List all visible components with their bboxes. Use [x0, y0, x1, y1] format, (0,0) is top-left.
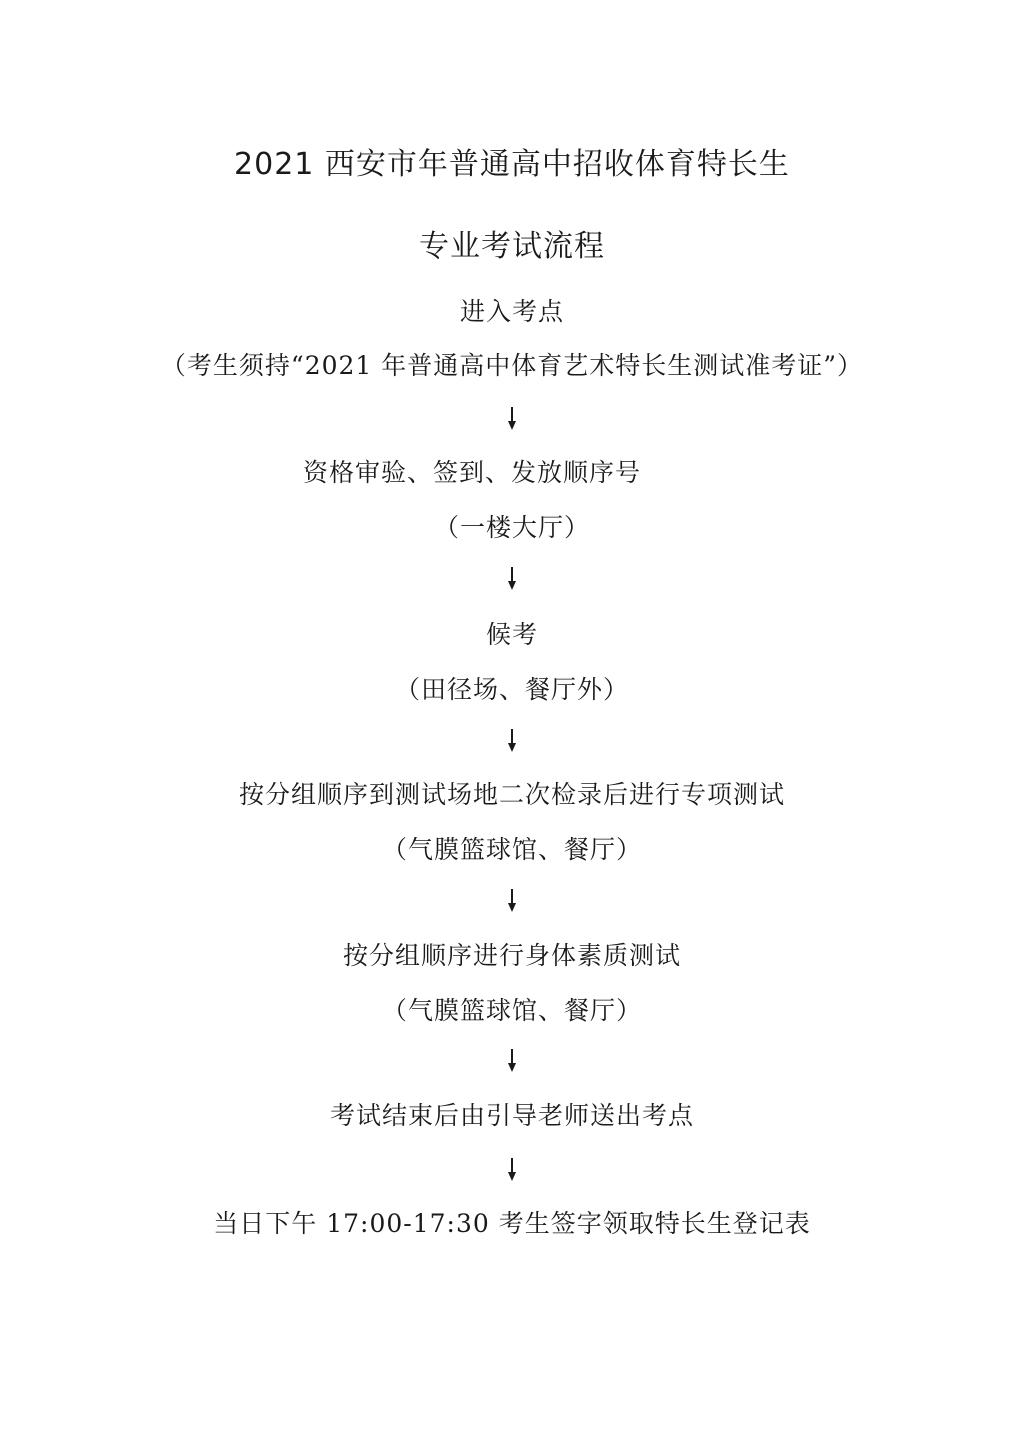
step-2-note: （一楼大厅）: [433, 513, 590, 542]
step-6-text: 考试结束后由引导老师送出考点: [329, 1101, 694, 1130]
step-4-text: 按分组顺序到测试场地二次检录后进行专项测试: [238, 780, 785, 809]
arrow-down-icon: [511, 729, 513, 753]
arrow-down-icon: [511, 889, 513, 913]
document-subtitle: 专业考试流程: [419, 229, 605, 264]
step-3-note: （田径场、餐厅外）: [394, 675, 629, 704]
step-1-text: 进入考点: [459, 297, 564, 326]
step-2-text: 资格审验、签到、发放顺序号: [302, 458, 641, 487]
arrow-down-icon: [511, 1158, 513, 1182]
step-4-note: （气膜篮球馆、餐厅）: [381, 835, 642, 864]
arrow-down-icon: [511, 567, 513, 591]
document-title: 2021 西安市年普通高中招收体育特长生: [234, 147, 790, 182]
arrow-down-icon: [511, 407, 513, 431]
arrow-down-icon: [511, 1049, 513, 1073]
step-1-note: （考生须持“2021 年普通高中体育艺术特长生测试准考证”）: [160, 351, 864, 380]
step-3-text: 候考: [485, 620, 538, 649]
step-7-text: 当日下午 17:00-17:30 考生签字领取特长生登记表: [213, 1209, 811, 1238]
step-5-note: （气膜篮球馆、餐厅）: [381, 996, 642, 1025]
step-5-text: 按分组顺序进行身体素质测试: [342, 941, 681, 970]
